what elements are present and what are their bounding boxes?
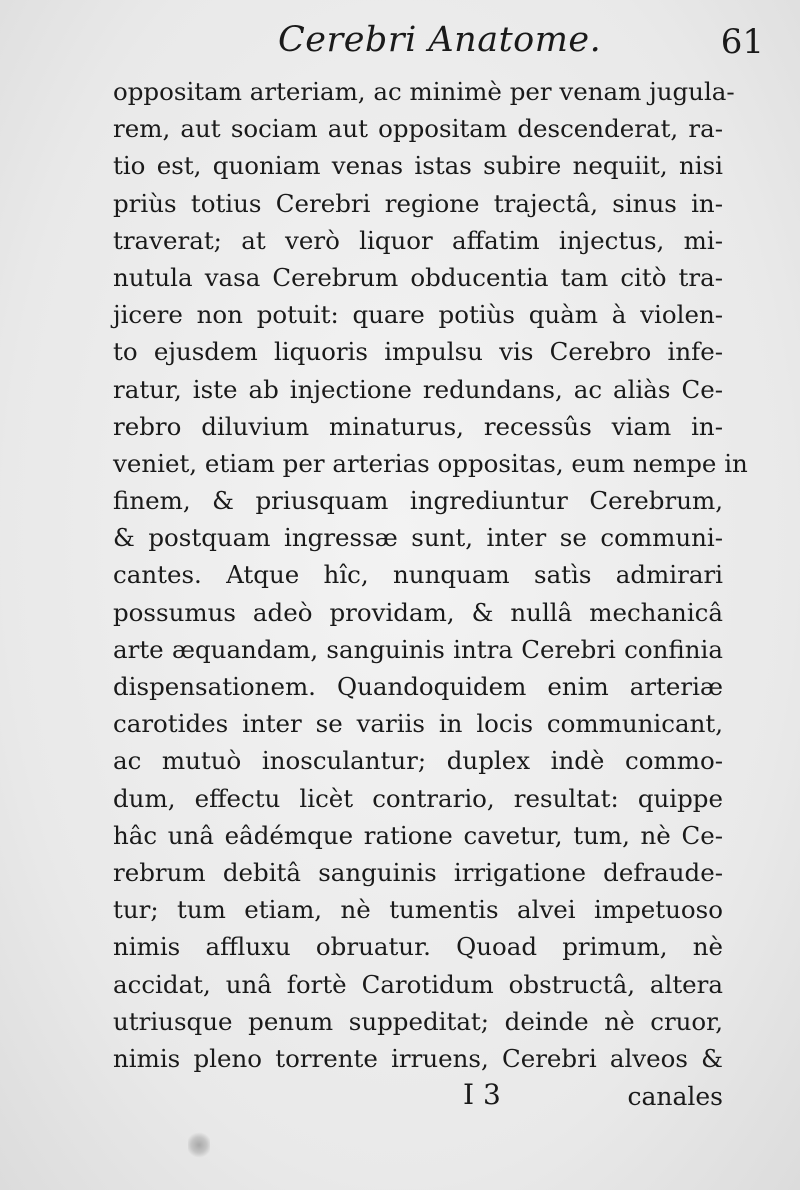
text-line: arte æquandam, sanguinis intra Cerebri confinia — [113, 634, 723, 664]
text-line: veniet, etiam per arterias oppositas, eum nempe in — [113, 448, 748, 478]
text-line: carotides inter se variis in locis communicant, — [113, 709, 723, 739]
text-line: priùs totius Cerebri regione trajectâ, sinus in- — [113, 188, 723, 218]
body-text — [113, 73, 748, 1077]
text-line: possumus adeò providam, & nullâ mechanicâ — [113, 597, 723, 627]
text-line: utriusque penum suppeditat; deinde nè cruor, — [113, 1006, 723, 1036]
signature-mark: I 3 — [463, 1078, 501, 1111]
text-line: rebrum debitâ sanguinis irrigatione defraude- — [113, 857, 723, 887]
text-line: cantes. Atque hîc, nunquam satìs admirari — [113, 560, 723, 590]
text-line: jicere non potuit: quare potiùs quàm à violen- — [113, 300, 723, 330]
text-line: tur; tum etiam, nè tumentis alvei impetuoso — [113, 895, 723, 925]
text-line: finem, & priusquam ingrediuntur Cerebrum, — [113, 486, 723, 516]
text-line: nimis affluxu obruatur. Quoad primum, nè — [113, 932, 723, 962]
text-line: dispensationem. Quandoquidem enim arteriæ — [113, 672, 723, 701]
text-line: nutula vasa Cerebrum obducentia tam citò tra- — [113, 262, 723, 292]
text-line: ac mutuò inosculantur; duplex indè commo- — [113, 746, 723, 776]
text-line: nimis pleno torrente irruens, Cerebri alveos & — [113, 1043, 723, 1073]
text-line: hâc unâ eâdémque ratione cavetur, tum, nè Ce- — [113, 820, 723, 850]
text-line: rem, aut sociam aut oppositam descenderat, ra- — [113, 114, 723, 144]
text-line: accidat, unâ fortè Carotidum obstructâ, altera — [113, 969, 723, 999]
text-line: oppositam arteriam, ac minimè per venam jugula- — [113, 77, 735, 106]
text-line: to ejusdem liquoris impulsu vis Cerebro infe- — [113, 337, 723, 367]
page-number: 61 — [720, 22, 764, 62]
text-line: & postquam ingressæ sunt, inter se communi- — [113, 523, 723, 553]
paper-blemish — [188, 1132, 210, 1158]
text-line: rebro diluvium minaturus, recessûs viam in- — [113, 411, 723, 441]
text-line: ratur, iste ab injectione redundans, ac aliàs Ce- — [113, 374, 723, 404]
running-head: Cerebri Anatome. — [278, 20, 602, 60]
text-line: traverat; at verò liquor affatim injectus, mi- — [113, 225, 723, 255]
text-line: tio est, quoniam venas istas subire nequiit, nisi — [113, 151, 723, 181]
page-header — [100, 18, 764, 68]
page-footer — [113, 1078, 723, 1118]
catchword: canales — [627, 1082, 723, 1111]
text-line: dum, effectu licèt contrario, resultat: quippe — [113, 783, 723, 813]
